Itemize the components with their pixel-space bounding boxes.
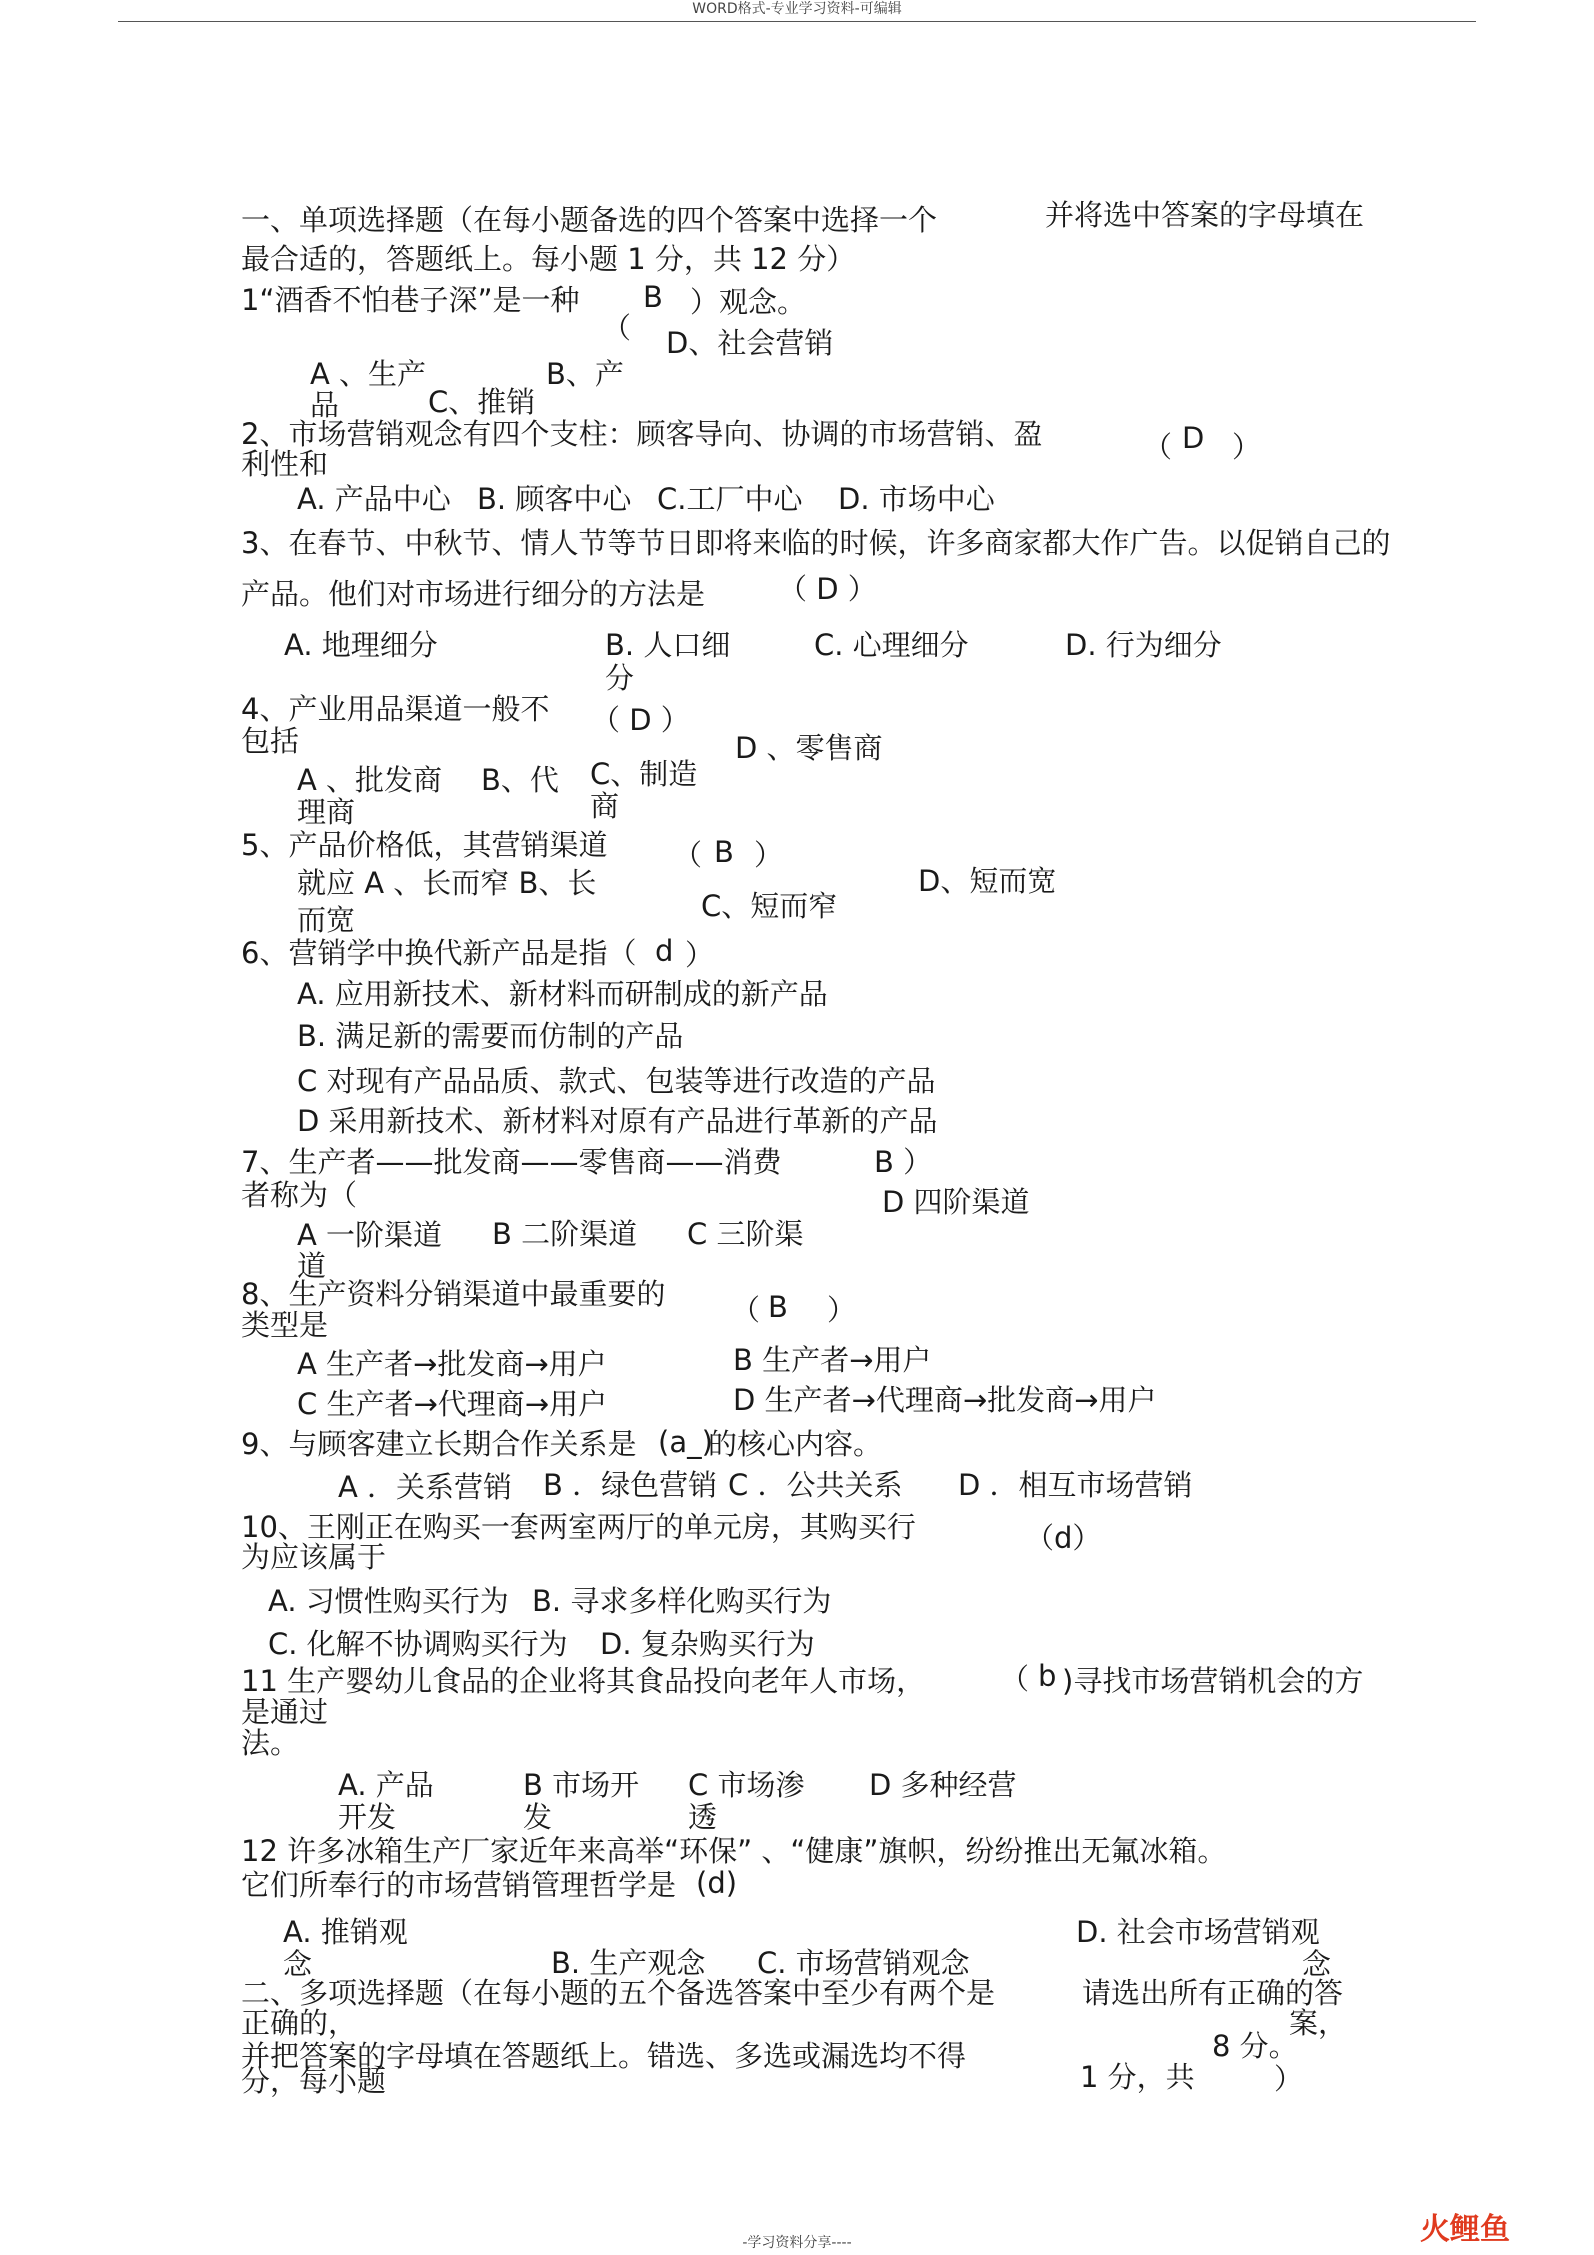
text-line: ） — [1232, 430, 1262, 464]
text-line: （ D ） — [778, 572, 877, 606]
text-line: )寻找市场营销机会的方 — [1062, 1664, 1364, 1698]
text-line: 3、在春节、中秋节、情人节等节日即将来临的时候，许多商家都大作广告。以促销自己的 — [241, 526, 1391, 560]
text-line: ） — [827, 1293, 857, 1327]
text-line: (a_) — [658, 1425, 713, 1459]
text-line: 就应 A 、长而窄 B、长 — [297, 866, 597, 900]
text-line: B ．绿色营销 — [543, 1468, 718, 1502]
text-line: D、社会营销 — [666, 326, 834, 360]
text-line: C 三阶渠 — [687, 1217, 804, 1251]
text-line: A ．关系营销 — [338, 1470, 513, 1504]
text-line: (d) — [696, 1866, 738, 1900]
text-line: 念 — [283, 1947, 313, 1981]
text-line: 透 — [688, 1800, 718, 1834]
text-line: 分 — [605, 661, 635, 695]
text-line: 1“酒香不怕巷子深”是一种 — [241, 283, 580, 317]
text-line: A 生产者→批发商→用户 — [297, 1347, 607, 1381]
text-line: 品 — [310, 388, 340, 422]
text-line: C、短而窄 — [701, 889, 838, 923]
text-line: 9、与顾客建立长期合作关系是 — [241, 1427, 637, 1461]
text-line: D、短而宽 — [918, 864, 1057, 898]
text-line: 案， — [1289, 2006, 1348, 2040]
text-line: 5、产品价格低，其营销渠道 — [241, 828, 608, 862]
text-line: 并把答案的字母填在答题纸上。错选、多选或漏选均不得 — [241, 2039, 967, 2073]
text-line: D. 市场中心 — [838, 482, 995, 516]
text-line: 二、多项选择题（在每小题的五个备选答案中至少有两个是 — [241, 1976, 996, 2010]
text-line: B. 人口细 — [605, 628, 731, 662]
text-line: B 二阶渠道 — [492, 1217, 638, 1251]
header-divider — [118, 21, 1476, 22]
text-line: D. 复杂购买行为 — [600, 1627, 815, 1661]
text-line: b — [1038, 1659, 1057, 1693]
text-line: 开发 — [338, 1800, 397, 1834]
text-line: 最合适的，答题纸上。每小题 1 分，共 12 分） — [241, 242, 856, 276]
text-line: A. 推销观 — [283, 1915, 408, 1949]
text-line: ） — [754, 838, 784, 872]
text-line: 并将选中答案的字母填在 — [1045, 198, 1365, 232]
text-line: A. 产品 — [338, 1768, 434, 1802]
page-footer: -学习资料分享---- — [742, 2235, 852, 2251]
site-logo — [1420, 2208, 1570, 2252]
text-line: （ — [602, 311, 632, 345]
text-line: （ — [673, 838, 703, 872]
text-line: ） — [1274, 2062, 1304, 2096]
text-line: B. 满足新的需要而仿制的产品 — [297, 1019, 684, 1053]
text-line: 是通过 — [241, 1695, 329, 1729]
text-line: 请选出所有正确的答 — [1082, 1976, 1344, 2010]
text-line: B 生产者→用户 — [733, 1343, 932, 1377]
text-line: 8 分。 — [1212, 2029, 1298, 2063]
text-line: 产品。他们对市场进行细分的方法是 — [241, 577, 706, 611]
text-line: C. 心理细分 — [814, 628, 969, 662]
text-line: （ — [1143, 430, 1173, 464]
text-line: （ — [731, 1293, 761, 1327]
text-line: （ — [1000, 1662, 1030, 1696]
text-line: A. 地理细分 — [284, 628, 438, 662]
text-line: C 生产者→代理商→用户 — [297, 1387, 608, 1421]
text-line: C 市场渗 — [688, 1768, 805, 1802]
text-line: 的核心内容。 — [708, 1427, 883, 1461]
text-line: 一、单项选择题（在每小题备选的四个答案中选择一个 — [241, 203, 938, 237]
text-line: B ） — [874, 1145, 933, 1179]
text-line: A 一阶渠道 — [297, 1218, 443, 1252]
text-line: C、推销 — [428, 385, 536, 419]
text-line: 7、生产者——批发商——零售商——消费 — [241, 1145, 782, 1179]
text-line: D 多种经营 — [869, 1768, 1017, 1802]
text-line: D 采用新技术、新材料对原有产品进行革新的产品 — [297, 1104, 938, 1138]
text-line: 2、市场营销观念有四个支柱：顾客导向、协调的市场营销、盈 — [241, 417, 1043, 451]
text-line: B. 寻求多样化购买行为 — [532, 1584, 832, 1618]
text-line: 1 分，共 — [1080, 2060, 1195, 2094]
text-line: ）观念。 — [690, 285, 807, 319]
text-line: 正确的， — [241, 2006, 358, 2040]
text-line: 念 — [1302, 1947, 1332, 1981]
text-line: 包括 — [241, 724, 300, 758]
text-line: B. 生产观念 — [551, 1946, 706, 1980]
text-line: A. 应用新技术、新材料而研制成的新产品 — [297, 977, 828, 1011]
text-line: A. 产品中心 — [297, 482, 451, 516]
text-line: 发 — [523, 1800, 553, 1834]
text-line: 10、王刚正在购买一套两室两厅的单元房，其购买行 — [241, 1510, 916, 1544]
text-line: B、代 — [481, 763, 559, 797]
text-line: B、产 — [546, 357, 624, 391]
text-line: 理商 — [297, 795, 356, 829]
text-line: A 、生产 — [310, 357, 427, 391]
text-line: 分，每小题 — [241, 2064, 387, 2098]
text-line: 而宽 — [297, 903, 356, 937]
text-line: A. 习惯性购买行为 — [268, 1584, 509, 1618]
text-line: B — [714, 835, 734, 869]
text-line: D 、零售商 — [735, 731, 883, 765]
text-line: D — [1182, 421, 1205, 455]
text-line: B — [643, 280, 663, 314]
text-line: C.工厂中心 — [657, 482, 803, 516]
text-line: B 市场开 — [523, 1768, 640, 1802]
text-line: 类型是 — [241, 1308, 329, 1342]
text-line: 道 — [297, 1249, 327, 1283]
text-line: 8、生产资料分销渠道中最重要的 — [241, 1277, 666, 1311]
text-line: 它们所奉行的市场营销管理哲学是 — [241, 1868, 677, 1902]
text-line: D 四阶渠道 — [882, 1185, 1030, 1219]
text-line: C、制造 — [590, 757, 698, 791]
text-line: C 对现有产品品质、款式、包装等进行改造的产品 — [297, 1064, 936, 1098]
text-line: 4、产业用品渠道一般不 — [241, 692, 550, 726]
text-line: 者称为（ — [241, 1178, 358, 1212]
text-line: B. 顾客中心 — [477, 482, 632, 516]
text-line: B — [768, 1290, 788, 1324]
text-line: A 、批发商 — [297, 763, 443, 797]
text-line: 为应该属于 — [241, 1540, 387, 1574]
text-line: 11 生产婴幼儿食品的企业将其食品投向老年人市场， — [241, 1664, 926, 1698]
text-line: （ D ） — [591, 703, 690, 737]
text-line: D. 社会市场营销观 — [1076, 1915, 1320, 1949]
text-line: C. 化解不协调购买行为 — [268, 1627, 568, 1661]
text-line: 6、营销学中换代新产品是指（ — [241, 936, 637, 970]
logo-text: 火鲤鱼 — [1420, 2212, 1510, 2247]
text-line: d — [655, 934, 674, 968]
text-line: 商 — [590, 789, 620, 823]
text-line: ） — [685, 938, 715, 972]
text-line: 利性和 — [241, 447, 329, 481]
text-line: 法。 — [241, 1726, 300, 1760]
text-line: D ．相互市场营销 — [958, 1468, 1193, 1502]
text-line: D 生产者→代理商→批发商→用户 — [733, 1383, 1157, 1417]
text-line: C ．公共关系 — [728, 1468, 903, 1502]
page-header: WORD格式-专业学习资料-可编辑 — [692, 1, 902, 17]
text-line: C. 市场营销观念 — [757, 1946, 970, 1980]
text-line: （d） — [1025, 1521, 1102, 1555]
text-line: D. 行为细分 — [1065, 628, 1222, 662]
text-line: 12 许多冰箱生产厂家近年来高举“环保” 、“健康”旗帜，纷纷推出无氟冰箱。 — [241, 1834, 1227, 1868]
